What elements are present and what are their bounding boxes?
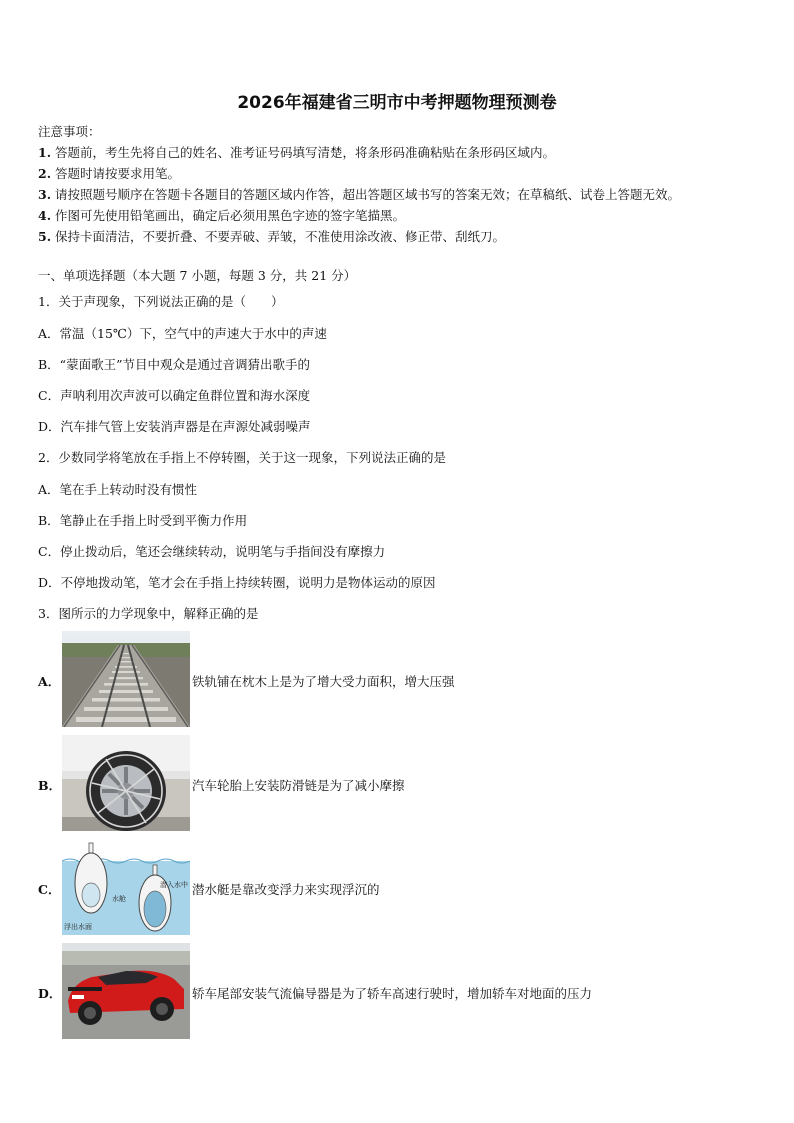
notice-item-text: 请按照题号顺序在答题卡各题目的答题区域内作答，超出答题区域书写的答案无效；在草稿纸、试卷上答题无效。: [55, 187, 681, 202]
option-label: B．: [38, 778, 62, 793]
option-label: C．: [38, 882, 61, 897]
question-option: B．笔静止在手指上时受到平衡力作用: [38, 513, 248, 528]
railway-track-image: [62, 631, 190, 727]
diagram-label-water-tank: 水舱: [112, 895, 126, 903]
question-stem: 2．少数同学将笔放在手指上不停转圈，关于这一现象，下列说法正确的是: [38, 450, 446, 465]
tire-snow-chain-image: [62, 735, 190, 831]
question-option: B．“蒙面歌王”节目中观众是通过音调猜出歌手的: [38, 357, 310, 372]
notice-item-number: 5.: [38, 229, 52, 244]
option-text: 潜水艇是靠改变浮力来实现浮沉的: [192, 882, 380, 897]
question-option: C．声呐利用次声波可以确定鱼群位置和海水深度: [38, 388, 311, 403]
sports-car-spoiler-image: [62, 943, 190, 1039]
section-heading: 一、单项选择题（本大题 7 小题，每题 3 分，共 21 分）: [38, 268, 357, 283]
notice-item-text: 作图可先使用铅笔画出，确定后必须用黑色字迹的签字笔描黑。: [55, 208, 406, 223]
question-stem: 1．关于声现象，下列说法正确的是（ ）: [38, 294, 284, 309]
notice-item-number: 1.: [38, 145, 52, 160]
notice-heading: 注意事项：: [38, 124, 101, 139]
question-stem: 3．图所示的力学现象中，解释正确的是: [38, 606, 259, 621]
diagram-label-surfaced: 浮出水面: [64, 923, 92, 931]
option-text: 轿车尾部安装气流偏导器是为了轿车高速行驶时，增加轿车对地面的压力: [192, 986, 593, 1001]
notice-item-number: 2.: [38, 166, 52, 181]
notice-item-text: 答题前，考生先将自己的姓名、准考证号码填写清楚，将条形码准确粘贴在条形码区域内。: [55, 145, 556, 160]
notice-item-number: 4.: [38, 208, 52, 223]
question-option: A．常温（15℃）下，空气中的声速大于水中的声速: [38, 326, 327, 341]
notice-item: [38, 227, 505, 245]
question-option: A．笔在手上转动时没有惯性: [38, 482, 198, 497]
option-label: D．: [38, 986, 62, 1001]
notice-item-text: 保持卡面清洁，不要折叠、不要弄破、弄皱，不准使用涂改液、修正带、刮纸刀。: [55, 229, 506, 244]
submarine-diagram-image: [62, 839, 190, 935]
notice-item-text: 答题时请按要求用笔。: [55, 166, 181, 181]
notice-item: [38, 185, 680, 203]
notice-item-number: 3.: [38, 187, 52, 202]
option-text: 铁轨铺在枕木上是为了增大受力面积，增大压强: [192, 674, 455, 689]
option-text: 汽车轮胎上安装防滑链是为了减小摩擦: [192, 778, 405, 793]
notice-item: [38, 143, 555, 161]
question-option: C．停止拨动后，笔还会继续转动，说明笔与手指间没有摩擦力: [38, 544, 386, 559]
diagram-label-submerged: 潜入水中: [160, 881, 188, 889]
notice-item: [38, 206, 405, 224]
page-title: 2026年福建省三明市中考押题物理预测卷: [237, 93, 557, 113]
question-option: D．不停地拨动笔，笔才会在手指上持续转圈，说明力是物体运动的原因: [38, 575, 436, 590]
option-label: A．: [38, 674, 61, 689]
notice-item: [38, 164, 180, 182]
question-option: D．汽车排气管上安装消声器是在声源处减弱噪声: [38, 419, 311, 434]
